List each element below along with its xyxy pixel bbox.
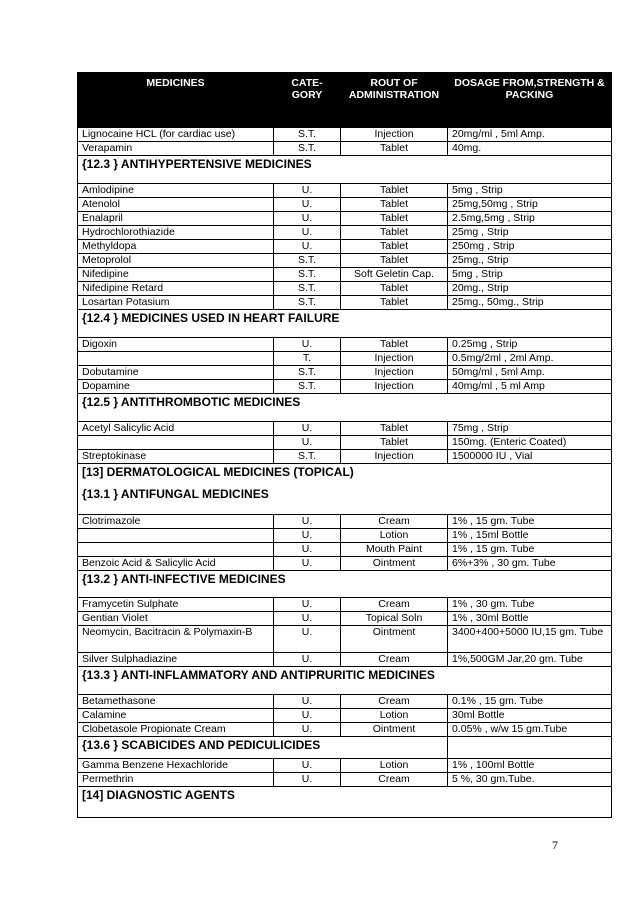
category-cell: U. [274, 184, 341, 198]
dosage-cell: 5 %, 30 gm.Tube. [448, 773, 612, 787]
dosage-cell: 1% , 15ml Bottle [448, 529, 612, 543]
dosage-cell: 150mg. (Enteric Coated) [448, 436, 612, 450]
section-title: {12.3 } ANTIHYPERTENSIVE MEDICINES [82, 157, 312, 171]
section-heading [78, 394, 612, 422]
category-cell: U. [274, 557, 341, 571]
dosage-cell: 40mg. [448, 142, 612, 156]
dosage-cell: 2.5mg,5mg , Strip [448, 212, 612, 226]
category-cell: U. [274, 543, 341, 557]
table-row [78, 450, 612, 464]
header-medicines: MEDICINES [78, 73, 274, 128]
route-cell: Cream [341, 598, 448, 612]
table-row [78, 709, 612, 723]
dosage-cell: 3400+400+5000 IU,15 gm. Tube [448, 626, 612, 653]
category-cell: S.T. [274, 366, 341, 380]
dosage-cell: 1% , 30 gm. Tube [448, 598, 612, 612]
dosage-cell: 1500000 IU , Vial [448, 450, 612, 464]
dosage-cell: 5mg , Strip [448, 184, 612, 198]
dosage-cell: 20mg/ml , 5ml Amp. [448, 128, 612, 142]
route-cell: Tablet [341, 226, 448, 240]
medicine-cell: Methyldopa [78, 240, 274, 254]
medicine-cell: Lignocaine HCL (for cardiac use) [78, 128, 274, 142]
dosage-cell: 75mg , Strip [448, 422, 612, 436]
category-cell: S.T. [274, 282, 341, 296]
medicine-cell: Digoxin [78, 338, 274, 352]
route-cell: Injection [341, 352, 448, 366]
category-cell: U. [274, 226, 341, 240]
table-row [78, 380, 612, 394]
route-cell: Injection [341, 128, 448, 142]
medicine-cell: Dopamine [78, 380, 274, 394]
table-row [78, 198, 612, 212]
dosage-cell: 25mg., 50mg., Strip [448, 296, 612, 310]
medicine-cell: Silver Sulphadiazine [78, 653, 274, 667]
table-row [78, 338, 612, 352]
category-cell: S.T. [274, 380, 341, 394]
dosage-cell: 0.1% , 15 gm. Tube [448, 695, 612, 709]
dosage-cell: 250mg , Strip [448, 240, 612, 254]
section-title: {12.5 } ANTITHROMBOTIC MEDICINES [82, 395, 301, 409]
section-heading [78, 464, 612, 515]
route-cell: Tablet [341, 338, 448, 352]
dosage-cell: 0.5mg/2ml , 2ml Amp. [448, 352, 612, 366]
table-body [78, 128, 612, 818]
section-title: [13] DERMATOLOGICAL MEDICINES (TOPICAL) [82, 465, 354, 479]
route-cell: Injection [341, 450, 448, 464]
table-row [78, 184, 612, 198]
route-cell: Tablet [341, 282, 448, 296]
table-row [78, 773, 612, 787]
route-cell: Ointment [341, 557, 448, 571]
route-cell: Tablet [341, 422, 448, 436]
route-cell: Ointment [341, 723, 448, 737]
route-cell: Soft Geletin Cap. [341, 268, 448, 282]
dosage-cell: 30ml Bottle [448, 709, 612, 723]
section-heading [78, 310, 612, 338]
section-heading-row [78, 310, 612, 338]
medicines-table [77, 72, 612, 818]
dosage-cell: 1% , 15 gm. Tube [448, 543, 612, 557]
category-cell: U. [274, 653, 341, 667]
section-heading [78, 571, 612, 598]
dosage-cell: 40mg/ml , 5 ml Amp [448, 380, 612, 394]
table-row [78, 352, 612, 366]
dosage-cell: 1%,500GM Jar,20 gm. Tube [448, 653, 612, 667]
dosage-cell: 25mg., Strip [448, 254, 612, 268]
dosage-cell: 0.25mg , Strip [448, 338, 612, 352]
medicine-cell [78, 352, 274, 366]
table-row [78, 282, 612, 296]
route-cell: Ointment [341, 626, 448, 653]
section-heading-row [78, 464, 612, 515]
table-row [78, 212, 612, 226]
route-cell: Tablet [341, 254, 448, 268]
category-cell: U. [274, 626, 341, 653]
route-cell: Tablet [341, 198, 448, 212]
medicine-cell: Neomycin, Bacitracin & Polymaxin-B [78, 626, 274, 653]
route-cell: Cream [341, 695, 448, 709]
table-row [78, 296, 612, 310]
table-header-row [78, 73, 612, 128]
category-cell: U. [274, 529, 341, 543]
medicine-cell: Calamine [78, 709, 274, 723]
category-cell: S.T. [274, 128, 341, 142]
section-heading [78, 667, 612, 695]
table-row [78, 226, 612, 240]
medicine-cell: Acetyl Salicylic Acid [78, 422, 274, 436]
route-cell: Mouth Paint [341, 543, 448, 557]
category-cell: S.T. [274, 450, 341, 464]
route-cell: Lotion [341, 529, 448, 543]
section-title: {12.4 } MEDICINES USED IN HEART FAILURE [82, 311, 340, 325]
section-heading [78, 737, 448, 759]
table-row [78, 598, 612, 612]
section-title: {13.3 } ANTI-INFLAMMATORY AND ANTIPRURITIC MEDICINES [82, 668, 435, 682]
category-cell: U. [274, 212, 341, 226]
empty-cell [448, 737, 612, 759]
medicine-cell: Metoprolol [78, 254, 274, 268]
route-cell: Lotion [341, 759, 448, 773]
section-title: {13.2 } ANTI-INFECTIVE MEDICINES [82, 572, 286, 586]
section-title: {13.6 } SCABICIDES AND PEDICULICIDES [82, 738, 321, 752]
dosage-cell: 1% , 30ml Bottle [448, 612, 612, 626]
category-cell: S.T. [274, 254, 341, 268]
table-row [78, 128, 612, 142]
header-route: ROUT OF ADMINISTRATION [341, 73, 448, 128]
route-cell: Injection [341, 380, 448, 394]
category-cell: U. [274, 338, 341, 352]
section-heading [78, 156, 612, 184]
dosage-cell: 25mg,50mg , Strip [448, 198, 612, 212]
medicine-cell: Clotrimazole [78, 515, 274, 529]
route-cell: Tablet [341, 142, 448, 156]
table-row [78, 759, 612, 773]
dosage-cell: 50mg/ml , 5ml Amp. [448, 366, 612, 380]
medicine-cell: Verapamin [78, 142, 274, 156]
section-heading-row [78, 571, 612, 598]
dosage-cell: 1% , 15 gm. Tube [448, 515, 612, 529]
route-cell: Cream [341, 653, 448, 667]
category-cell: U. [274, 598, 341, 612]
category-cell: U. [274, 240, 341, 254]
table-row [78, 422, 612, 436]
category-cell: U. [274, 709, 341, 723]
table-row [78, 695, 612, 709]
table-row [78, 653, 612, 667]
section-heading-row [78, 737, 612, 759]
category-cell: S.T. [274, 142, 341, 156]
dosage-cell: 20mg., Strip [448, 282, 612, 296]
section-heading-row [78, 667, 612, 695]
table-row [78, 268, 612, 282]
route-cell: Lotion [341, 709, 448, 723]
section-title: [14] DIAGNOSTIC AGENTS [82, 788, 235, 802]
medicine-cell [78, 436, 274, 450]
section-subtitle: {13.1 } ANTIFUNGAL MEDICINES [82, 487, 269, 501]
medicine-cell: Nifedipine [78, 268, 274, 282]
section-heading-row [78, 394, 612, 422]
header-dosage: DOSAGE FROM,STRENGTH & PACKING [448, 73, 612, 128]
medicine-cell: Hydrochlorothiazide [78, 226, 274, 240]
category-cell: S.T. [274, 268, 341, 282]
category-cell: U. [274, 723, 341, 737]
category-cell: T. [274, 352, 341, 366]
category-cell: U. [274, 759, 341, 773]
section-heading-row [78, 787, 612, 818]
route-cell: Tablet [341, 184, 448, 198]
category-cell: U. [274, 695, 341, 709]
category-cell: U. [274, 612, 341, 626]
medicine-cell: Framycetin Sulphate [78, 598, 274, 612]
route-cell: Tablet [341, 296, 448, 310]
route-cell: Tablet [341, 240, 448, 254]
route-cell: Injection [341, 366, 448, 380]
table-row [78, 366, 612, 380]
table-row [78, 436, 612, 450]
route-cell: Tablet [341, 212, 448, 226]
table-row [78, 557, 612, 571]
table-row [78, 515, 612, 529]
table-row [78, 142, 612, 156]
dosage-cell: 0.05% , w/w 15 gm.Tube [448, 723, 612, 737]
dosage-cell: 5mg , Strip [448, 268, 612, 282]
table-row [78, 529, 612, 543]
category-cell: S.T. [274, 296, 341, 310]
page-number: 7 [552, 838, 558, 852]
route-cell: Cream [341, 773, 448, 787]
header-category: CATE-GORY [274, 73, 341, 128]
medicine-cell [78, 543, 274, 557]
route-cell: Tablet [341, 436, 448, 450]
medicine-cell: Gamma Benzene Hexachloride [78, 759, 274, 773]
section-heading-row [78, 156, 612, 184]
medicine-cell: Atenolol [78, 198, 274, 212]
medicine-cell: Streptokinase [78, 450, 274, 464]
table-row [78, 626, 612, 653]
medicine-cell: Losartan Potasium [78, 296, 274, 310]
medicine-cell: Dobutamine [78, 366, 274, 380]
table-row [78, 240, 612, 254]
section-heading [78, 787, 612, 818]
category-cell: U. [274, 773, 341, 787]
category-cell: U. [274, 198, 341, 212]
dosage-cell: 1% , 100ml Bottle [448, 759, 612, 773]
medicine-cell: Permethrin [78, 773, 274, 787]
medicine-cell: Gentian Violet [78, 612, 274, 626]
table-row [78, 723, 612, 737]
dosage-cell: 6%+3% , 30 gm. Tube [448, 557, 612, 571]
table-row [78, 612, 612, 626]
medicine-cell: Enalapril [78, 212, 274, 226]
route-cell: Topical Soln [341, 612, 448, 626]
medicine-cell: Benzoic Acid & Salicylic Acid [78, 557, 274, 571]
table-row [78, 543, 612, 557]
dosage-cell: 25mg , Strip [448, 226, 612, 240]
category-cell: U. [274, 515, 341, 529]
medicine-cell: Nifedipine Retard [78, 282, 274, 296]
medicine-cell: Clobetasole Propionate Cream [78, 723, 274, 737]
category-cell: U. [274, 422, 341, 436]
table-row [78, 254, 612, 268]
medicine-cell: Betamethasone [78, 695, 274, 709]
category-cell: U. [274, 436, 341, 450]
route-cell: Cream [341, 515, 448, 529]
medicine-cell: Amlodipine [78, 184, 274, 198]
medicine-cell [78, 529, 274, 543]
